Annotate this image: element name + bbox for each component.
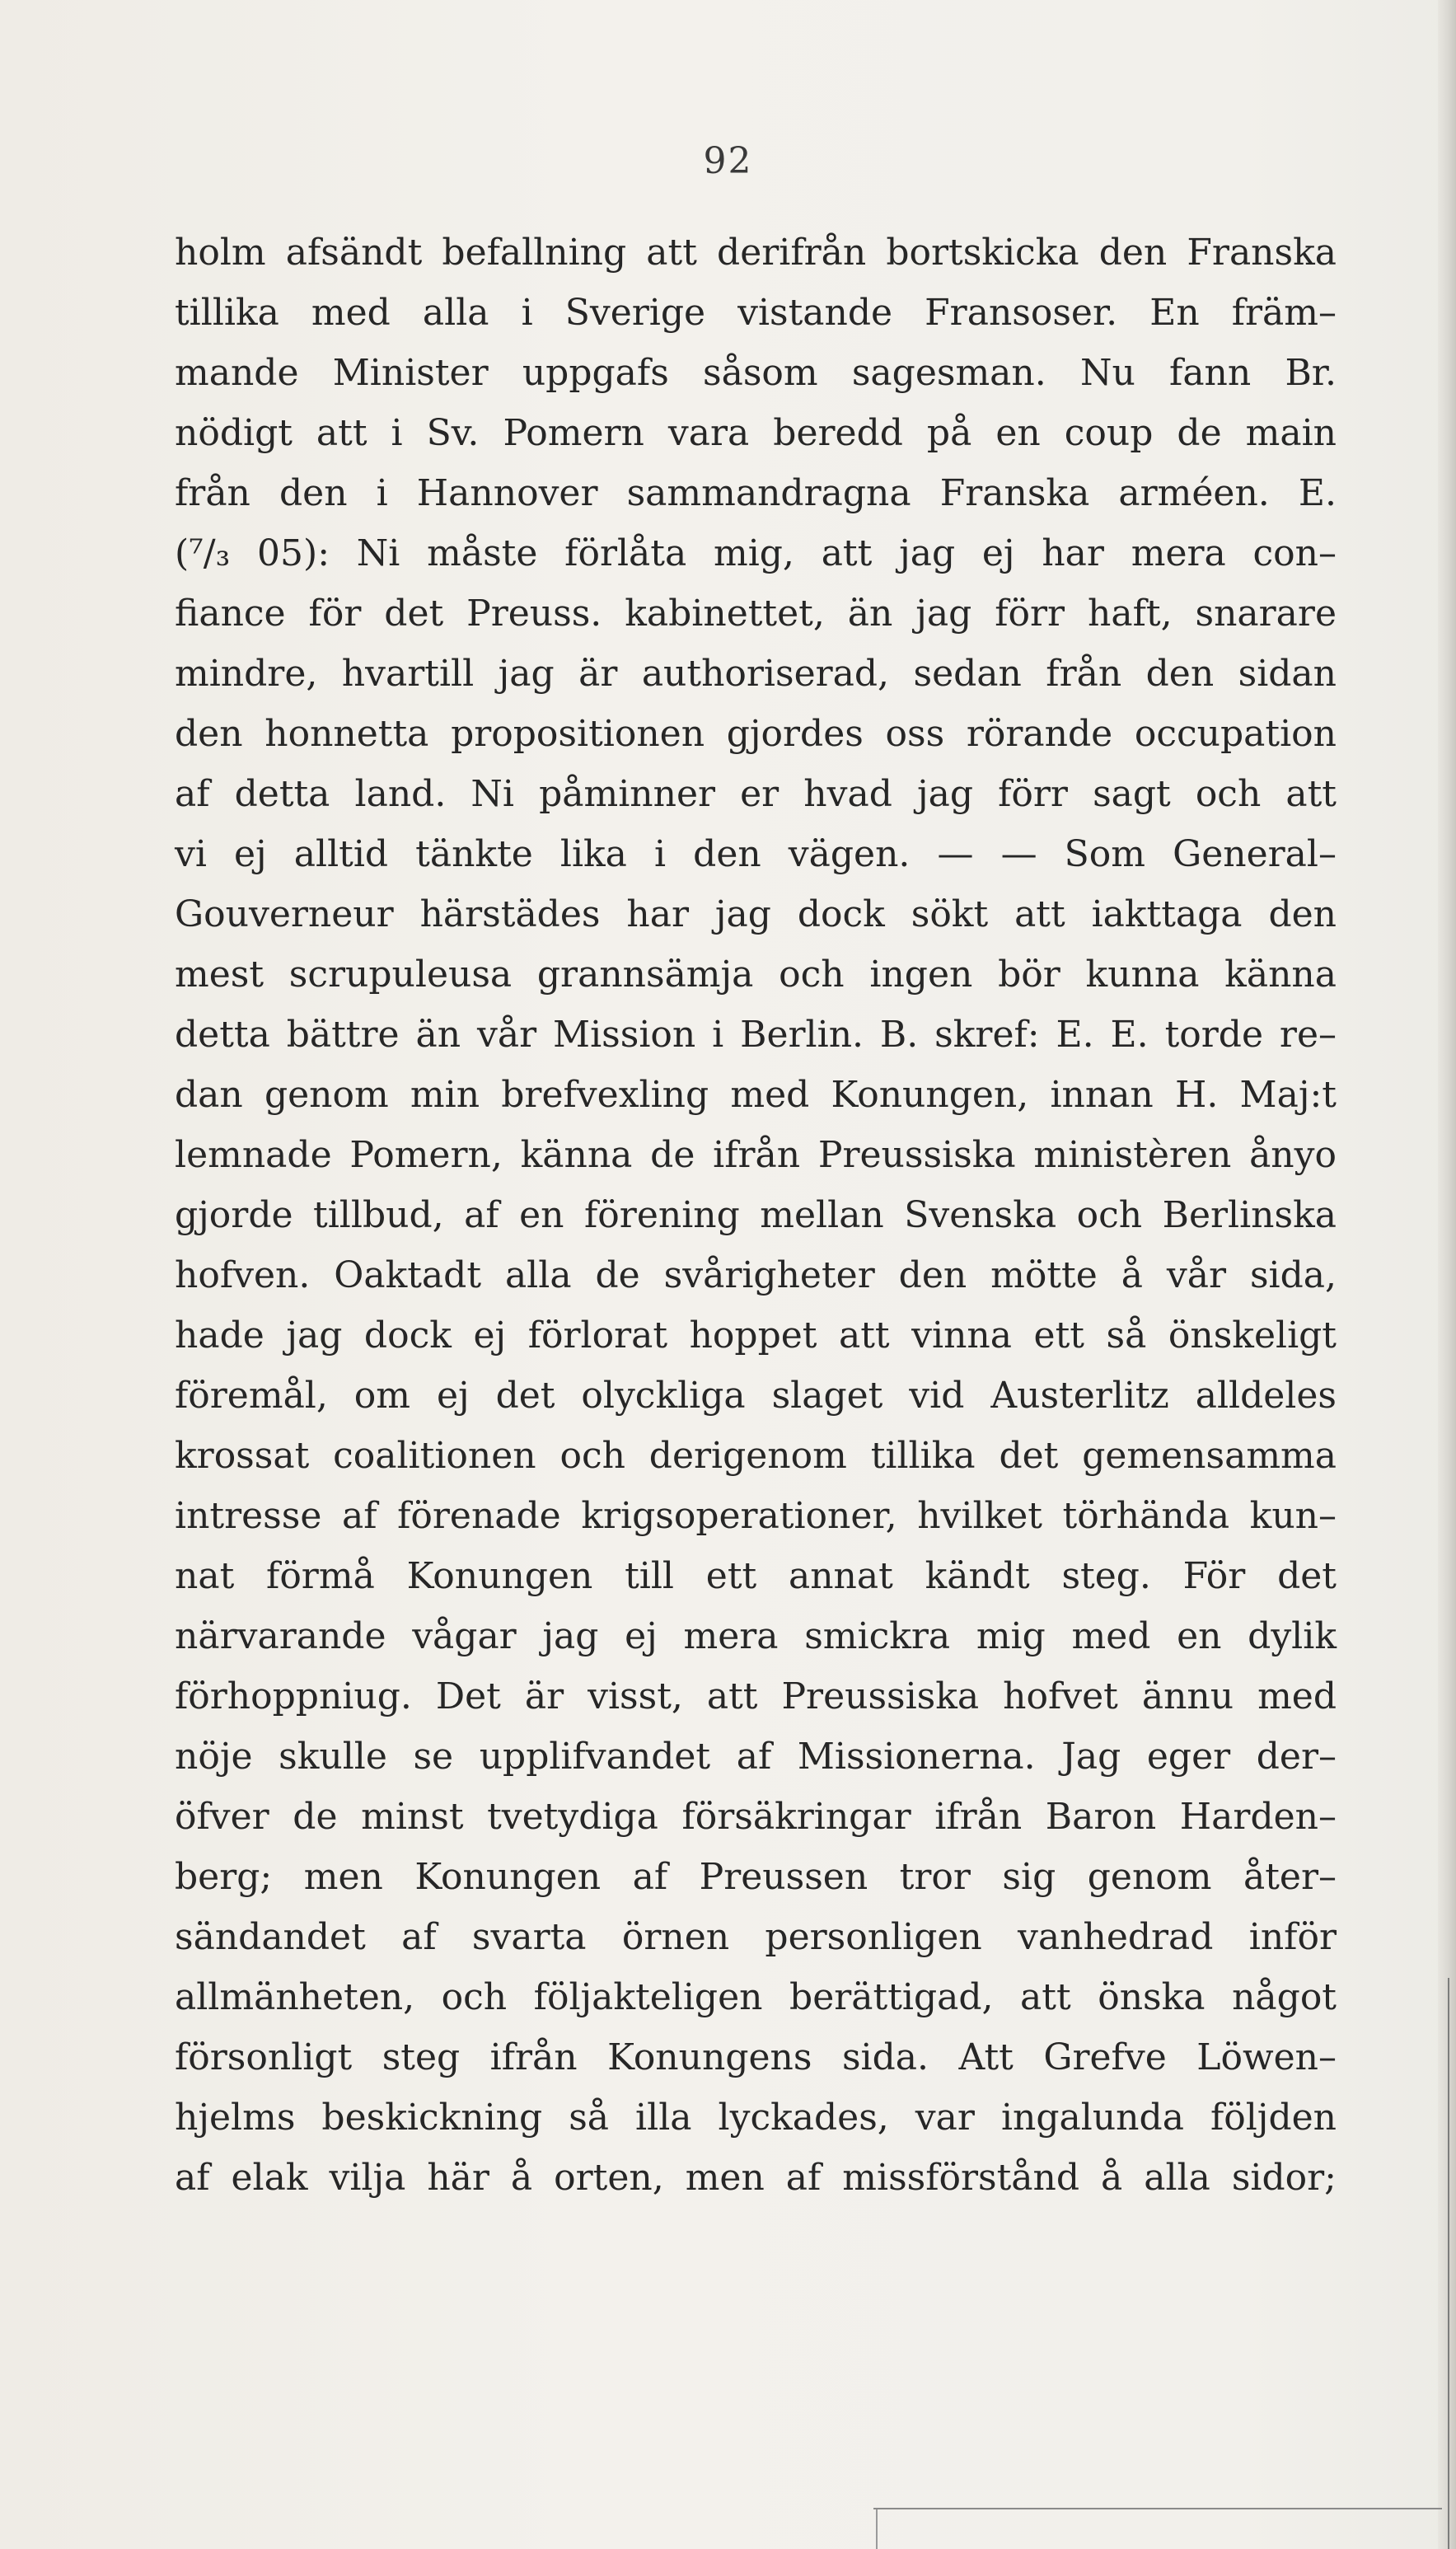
text-line: lemnade Pomern, känna de ifrån Preussiska ministèren ånyo xyxy=(175,1134,1337,1176)
text-line: hjelms beskickning så illa lyckades, var ingalunda följden xyxy=(175,2097,1337,2139)
text-line: berg; men Konungen af Preussen tror sig genom åter– xyxy=(175,1856,1337,1898)
text-line: från den i Hannover sammandragna Franska arméen. E. xyxy=(175,472,1337,514)
text-line: sändandet af svarta örnen personligen vanhedrad inför xyxy=(175,1916,1337,1958)
text-line: föremål, om ej det olyckliga slaget vid Austerlitz alldeles xyxy=(175,1375,1337,1417)
text-line: allmänheten, och följakteligen berättigad, att önska något xyxy=(175,1976,1337,2018)
text-line: (⁷/₃ 05): Ni måste förlåta mig, att jag ej har mera con– xyxy=(175,532,1337,574)
text-line: försonligt steg ifrån Konungens sida. Att Grefve Löwen– xyxy=(175,2036,1337,2078)
text-line: Gouverneur härstädes har jag dock sökt att iakttaga den xyxy=(175,893,1337,935)
text-line: närvarande vågar jag ej mera smickra mig med en dylik xyxy=(175,1615,1337,1657)
text-line: af elak vilja här å orten, men af missförstånd å alla sidor; xyxy=(175,2157,1337,2199)
text-line: förhoppniug. Det är visst, att Preussiska hofvet ännu med xyxy=(175,1675,1337,1717)
text-line: mande Minister uppgafs såsom sagesman. Nu fann Br. xyxy=(175,352,1337,394)
text-line: af detta land. Ni påminner er hvad jag förr sagt och att xyxy=(175,773,1337,815)
scan-edge-line xyxy=(1448,1978,1449,2549)
text-line: tillika med alla i Sverige vistande Fransoser. En främ– xyxy=(175,292,1337,334)
text-line: hofven. Oaktadt alla de svårigheter den mötte å vår sida, xyxy=(175,1254,1337,1296)
text-line: nöje skulle se upplifvandet af Missionerna. Jag eger der– xyxy=(175,1736,1337,1778)
text-line: mest scrupuleusa grannsämja och ingen bör kunna känna xyxy=(175,954,1337,996)
text-line: fiance för det Preuss. kabinettet, än jag förr haft, snarare xyxy=(175,593,1337,635)
text-line: vi ej alltid tänkte lika i den vägen. — — Som General– xyxy=(175,833,1337,875)
text-line: hade jag dock ej förlorat hoppet att vinna ett så önskeligt xyxy=(175,1314,1337,1356)
text-line: intresse af förenade krigsoperationer, hvilket törhända kun– xyxy=(175,1495,1337,1537)
text-line: nödigt att i Sv. Pomern vara beredd på en coup de main xyxy=(175,412,1337,454)
text-line: nat förmå Konungen till ett annat kändt steg. För det xyxy=(175,1555,1337,1597)
body-text xyxy=(175,223,1337,2208)
text-line: mindre, hvartill jag är authoriserad, sedan från den sidan xyxy=(175,653,1337,695)
text-line: holm afsändt befallning att derifrån bortskicka den Franska xyxy=(175,232,1337,274)
text-line: detta bättre än vår Mission i Berlin. B. skref: E. E. torde re– xyxy=(175,1014,1337,1056)
text-line: gjorde tillbud, af en förening mellan Svenska och Berlinska xyxy=(175,1194,1337,1236)
text-line: krossat coalitionen och derigenom tillika det gemensamma xyxy=(175,1435,1337,1477)
text-line: dan genom min brefvexling med Konungen, innan H. Maj:t xyxy=(175,1074,1337,1116)
page-edge-shadow xyxy=(1438,0,1456,2549)
text-line: den honnetta propositionen gjordes oss rörande occupation xyxy=(175,713,1337,755)
scan-bottom-line xyxy=(873,2508,1442,2509)
page-number: 92 xyxy=(703,140,753,182)
scan-bottom-mark xyxy=(876,2509,878,2549)
text-line: öfver de minst tvetydiga försäkringar ifrån Baron Harden– xyxy=(175,1796,1337,1838)
